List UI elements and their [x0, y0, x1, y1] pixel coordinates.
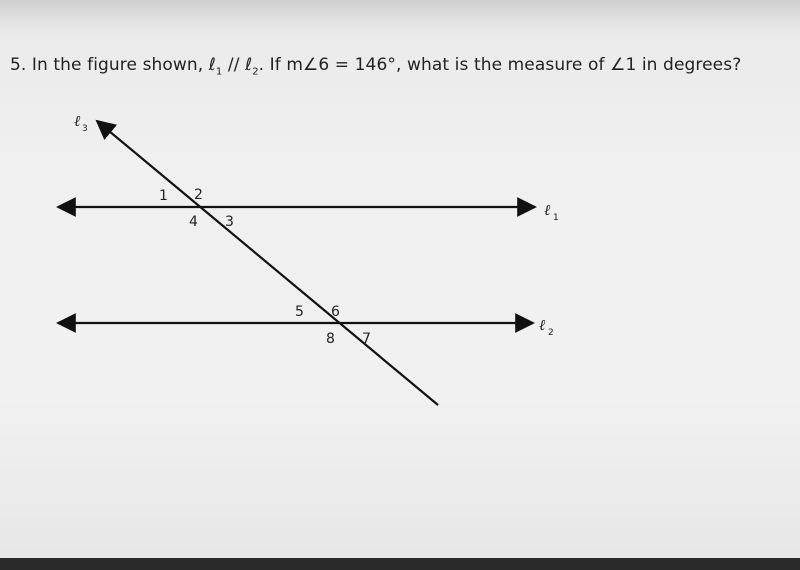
line-sub-2: 2 [252, 66, 259, 78]
label-l1: ℓ [544, 201, 551, 219]
bottom-edge [0, 558, 800, 570]
angle-symbol: ∠ [303, 55, 319, 75]
angle-label-7: 7 [362, 331, 371, 347]
angle-label-2: 2 [194, 187, 203, 203]
line-symbol: ℓ [208, 55, 216, 75]
question-number: 5. [10, 55, 27, 75]
transversal-l3 [97, 121, 438, 405]
angle-symbol: ∠ [610, 55, 626, 75]
label-l3: ℓ [74, 112, 81, 130]
label-l1-sub: 1 [553, 213, 559, 223]
angle-label-1: 1 [159, 188, 168, 204]
angle-label-3: 3 [225, 214, 234, 230]
angle-label-8: 8 [326, 331, 335, 347]
label-l3-sub: 3 [82, 124, 88, 134]
angle-label-5: 5 [295, 304, 304, 320]
angle-six-text: 6 = 146°, what is the measure of [318, 55, 611, 75]
label-l2: ℓ [539, 316, 546, 334]
line-sub-1: 1 [215, 66, 223, 78]
angle-label-6: 6 [331, 304, 340, 320]
if-text: . If m [258, 55, 304, 75]
question-prefix: In the figure shown, [26, 55, 209, 75]
angle-one-text: 1 in degrees? [625, 55, 742, 75]
parallel-symbol: // [222, 55, 246, 75]
angle-label-4: 4 [189, 214, 198, 230]
line-symbol: ℓ [245, 55, 253, 75]
label-l2-sub: 2 [548, 328, 554, 338]
